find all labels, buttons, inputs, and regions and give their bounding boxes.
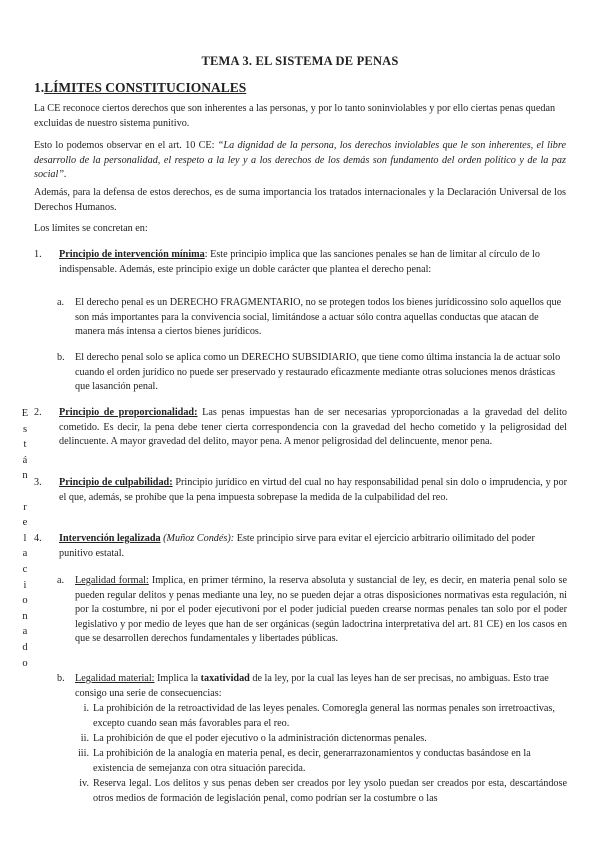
roman-item: Reserva legal. Los delitos y sus penas deben ser creados por ley ysolo puedan ser creados por esta, descartándose otros medios de formación de legislación penal, como podrían ser la costumbre o las [93,778,567,804]
section-heading [34,80,246,96]
principle-text: Principio jurídico en virtud del cual no hay responsabilidad penal sin dolo o imprudencia, y por el que, además, se prohíbe que la pena impuesta sobrepase la medida de la culpabilidad del reo. [59,477,567,503]
subitem-title: Legalidad material: [75,673,155,684]
list-item [59,248,567,277]
principle-title: Intervención legalizada [59,533,161,544]
intro-paragraph-1: La CE reconoce ciertos derechos que son inherentes a las personas, y por lo tanto soninviolables y por ello ciertas penas quedan excluidas de nuestro sistema punitivo. [34,103,556,129]
sublist-item: Legalidad material: Implica la taxatividad de la ley, por la cual las leyes han de ser precisas, no ambiguas. Esto trae consigo una serie de consecuencias: [75,673,549,699]
roman-number: i. [83,703,89,714]
intro-paragraph-2 [34,139,566,183]
list-item [59,406,567,450]
roman-number: iv. [79,778,89,789]
principle-text: Este principio sirve para evitar el ejercicio arbitrario oilimitado del poder punitivo estatal. [59,533,535,559]
roman-item: La prohibición de que el poder ejecutivo o la administración dictenormas penales. [93,733,427,744]
roman-item: La prohibición de la retroactividad de las leyes penales. Comoregla general las normas penales son irretroactivas, excepto cuando sean más favorables para el reo. [93,703,555,729]
margin-note-vertical: E s t á n r e l a c i o n a d o [21,408,29,669]
section-title: LÍMITES CONSTITUCIONALES [44,80,247,95]
sublist-letter: a. [57,575,65,586]
sublist-item: El derecho penal solo se aplica como un DERECHO SUBSIDIARIO, que tiene como última instancia la de actuar solo cuando el orden jurídico no puede ser preservado y restaurado eficazmente mediante otras soluciones menos drásticas que lasanción penal. [75,352,561,392]
intro-paragraph-4: Los límites se concretan en: [34,223,148,234]
principle-text: Las penas impuestas han de ser necesarias yproporcionadas a la gravedad del delito cometido. Es decir, la pena debe tener cierta correspondencia con la gravedad del hecho cometido y la peligrosidad del delincuente. A mayor gravedad del delito, mayor pena. A menor peligrosidad del delincuente, menor pena. [59,407,567,447]
list-item [59,532,567,561]
sublist-item: El derecho penal es un DERECHO FRAGMENTARIO, no se protegen todos los bienes jurídicossino solo aquellos que son más importantes para la convivencia social, limitándose a actuar sólo contra aquellas conductas que atacan de manera más intensa a ciertos bienes jurídicos. [75,297,562,337]
sublist-letter: b. [57,352,65,363]
roman-item: La prohibición de la analogía en materia penal, es decir, generarrazonamientos y conductas basándose en la existencia de semejanza con otra situación parecida. [93,748,531,774]
intro-2-prefix: Esto lo podemos observar en el art. 10 CE: [34,140,218,151]
document-title: TEMA 3. EL SISTEMA DE PENAS [201,54,399,68]
article-quote: “La dignidad de la persona, los derechos inviolables que le son inherentes, el libre desarrollo de la personalidad, el respeto a la ley y a los derechos de los demás son fundamento del orden político y de la paz social”. [34,140,566,180]
principle-title: Principio de culpabilidad: [59,477,173,488]
sublist-letter: b. [57,673,65,684]
subitem-text: Implica, en primer término, la reserva absoluta y sustancial de ley, es decir, en materia penal solo se pueden regular delitos y penas mediante una ley, no se pueden dejar a otras disposiciones normativas esta regulación, ni por la costumbre, ni por el poder ejecutivoni por el poder judicial pueden crearse normas penales tan solo por el poder legislativo y por medio de leyes que han de ser orgánicas (según ladoctrina interpretativa del art. 81 CE) en los casos en que se desarrollen derechos fundamentales y libertades públicas. [75,575,568,644]
intro-paragraph-3: Además, para la defensa de estos derechos, es de suma importancia los tratados internacionales y la Declaración Universal de los Derechos Humanos. [34,187,566,213]
list-number: 2. [34,407,42,418]
sublist-item [75,574,567,647]
roman-number: ii. [80,733,89,744]
list-number: 4. [34,533,42,544]
taxatividad-term: taxatividad [200,673,250,684]
author-note: (Muñoz Condés): [160,533,235,544]
list-item [59,476,567,505]
principle-title: Principio de intervención mínima [59,249,205,260]
subitem-title: Legalidad formal: [75,575,149,586]
section-number: 1. [34,80,45,95]
sublist-letter: a. [57,297,65,308]
list-number: 3. [34,477,42,488]
principle-title: Principio de proporcionalidad: [59,407,198,418]
list-number: 1. [34,249,42,260]
principle-text: : Este principio implica que las sanciones penales se han de limitar al círculo de lo indispensable. Además, este principio exige un doble carácter que plantea el derecho penal: [59,249,540,275]
roman-number: iii. [77,748,89,759]
